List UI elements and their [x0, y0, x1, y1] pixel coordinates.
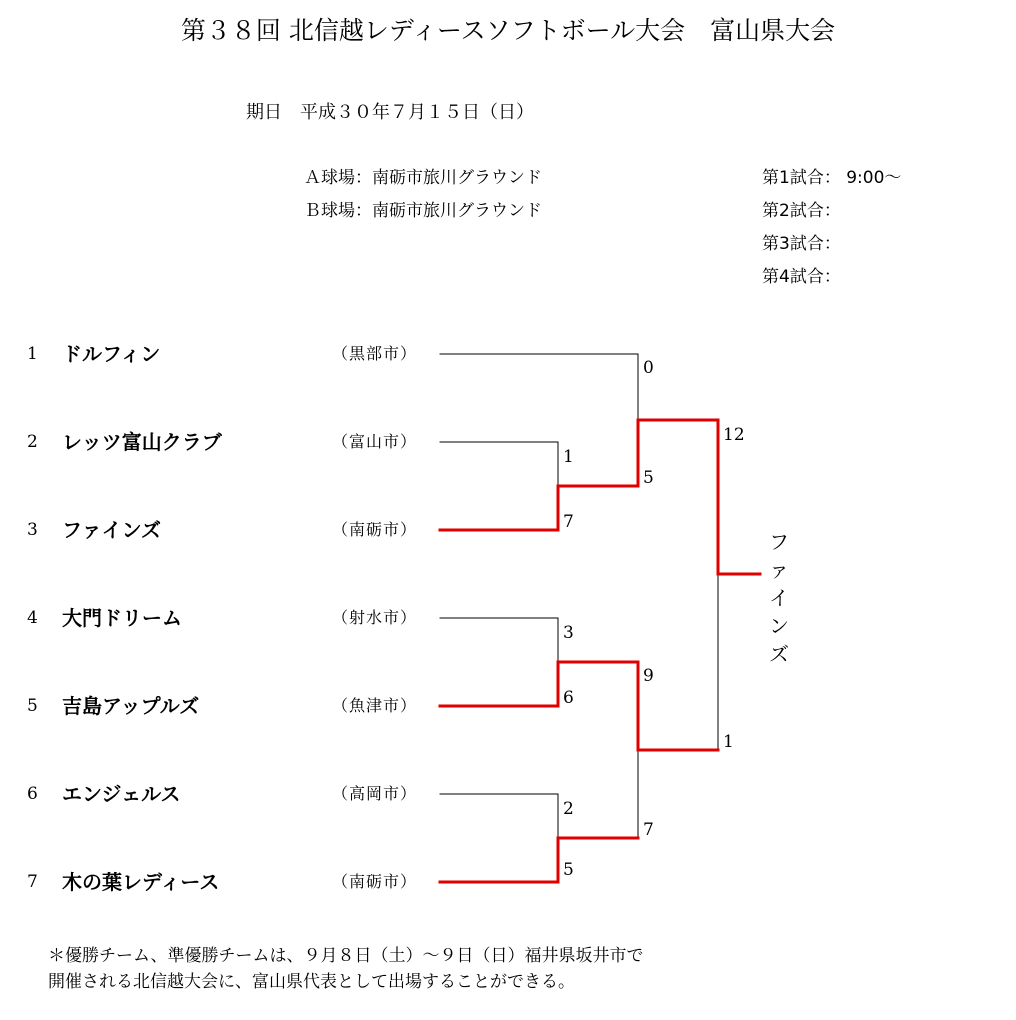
team-name: レッツ富山クラブ: [62, 430, 222, 454]
match-time-4: 第4試合：: [762, 267, 841, 287]
match-time-1: 第1試合： 9:00～: [762, 168, 902, 188]
team-seed: 1: [27, 344, 38, 364]
winner-path: [440, 420, 760, 574]
page-title: 第３８回 北信越レディースソフトボール大会 富山県大会: [180, 16, 836, 45]
team-seed: 3: [27, 520, 38, 540]
bracket-line: [440, 354, 638, 420]
score-label: 1: [723, 732, 734, 752]
bracket-line: [558, 750, 638, 838]
score-label: 6: [563, 688, 574, 708]
score-label: 5: [563, 860, 574, 880]
score-label: 2: [563, 799, 574, 819]
team-seed: 7: [27, 872, 38, 892]
team-name: 木の葉レディース: [62, 870, 220, 894]
champion-name: ファインズ: [769, 530, 789, 666]
team-name: エンジェルス: [62, 782, 181, 806]
score-label: 7: [643, 820, 654, 840]
team-city: （高岡市）: [332, 784, 418, 803]
score-label: 0: [643, 358, 654, 378]
winner-path: [440, 662, 718, 750]
team-seed: 4: [27, 608, 38, 628]
team-name: ドルフィン: [62, 342, 161, 366]
team-name: 大門ドリーム: [62, 606, 182, 630]
team-seed: 2: [27, 432, 38, 452]
score-label: 5: [643, 468, 654, 488]
team-city: （黒部市）: [332, 344, 418, 363]
bracket-line: [440, 618, 558, 662]
match-time-2: 第2試合：: [762, 201, 841, 221]
team-city: （魚津市）: [332, 696, 418, 715]
team-seed: 5: [27, 696, 38, 716]
team-city: （射水市）: [332, 608, 418, 627]
match-time-3: 第3試合：: [762, 234, 841, 254]
event-date: 期日 平成３０年７月１５日（日）: [246, 102, 534, 123]
score-label: 12: [723, 425, 745, 445]
score-label: 3: [563, 623, 574, 643]
venue-a: Ａ球場：南砺市旅川グラウンド: [304, 168, 542, 188]
score-label: 7: [563, 512, 574, 532]
footnote-line-2: 開催される北信越大会に、富山県代表として出場することができる。: [48, 972, 575, 992]
venue-b: Ｂ球場：南砺市旅川グラウンド: [304, 201, 542, 221]
score-label: 9: [643, 666, 654, 686]
bracket-line: [440, 442, 558, 486]
score-label: 1: [563, 447, 574, 467]
team-city: （富山市）: [332, 432, 418, 451]
team-seed: 6: [27, 784, 38, 804]
team-city: （南砺市）: [332, 520, 418, 539]
team-name: ファインズ: [62, 518, 161, 542]
team-city: （南砺市）: [332, 872, 418, 891]
winner-path: [440, 838, 638, 882]
team-name: 吉島アップルズ: [62, 694, 200, 718]
footnote-line-1: ＊優勝チーム、準優勝チームは、９月８日（土）～９日（日）福井県坂井市で: [48, 946, 644, 966]
bracket-line: [440, 794, 558, 838]
